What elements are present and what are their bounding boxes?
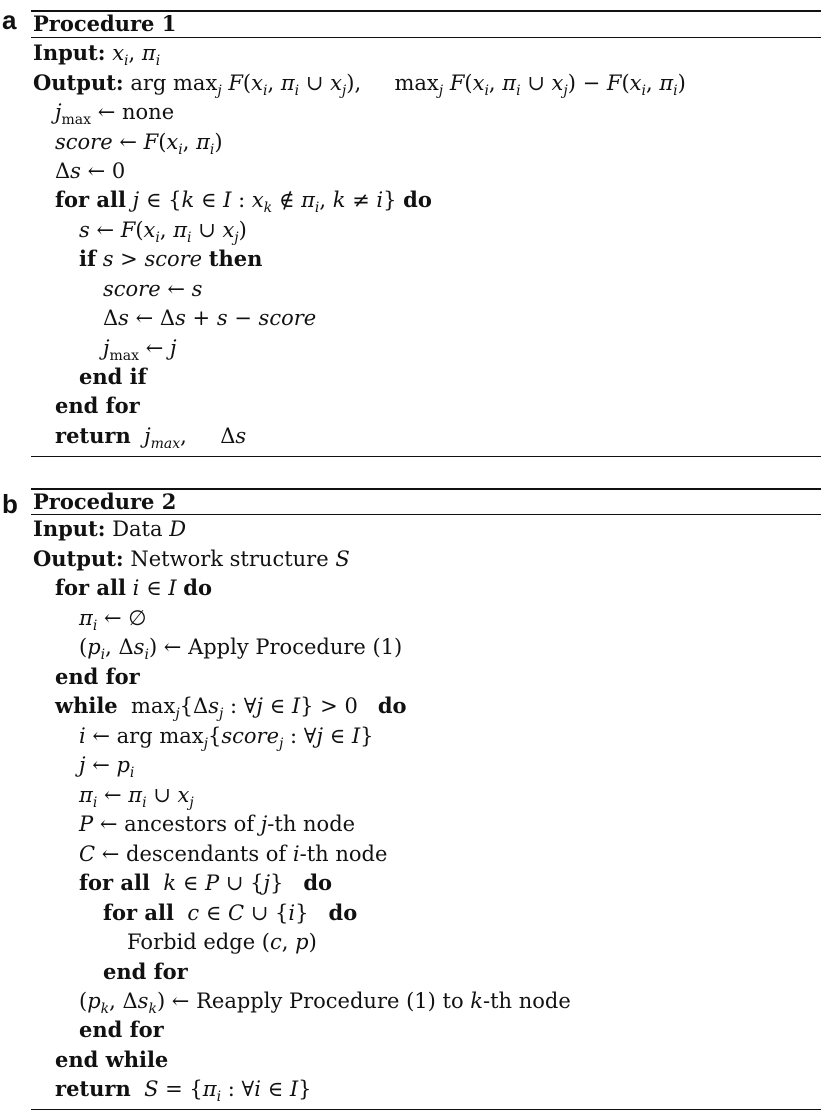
panel-a-for-all: for all bbox=[55, 187, 126, 212]
panel-b-forbid-text: Forbid edge bbox=[127, 930, 256, 954]
panel-b-output-label: Output: bbox=[33, 546, 124, 571]
panel-b-apply-text: Apply Procedure (1) bbox=[188, 635, 403, 659]
panel-b-do-4: do bbox=[328, 900, 358, 925]
panel-a-end-for: end for bbox=[55, 393, 140, 418]
panel-a-line-ds-init: Δs ← 0 bbox=[55, 159, 126, 183]
panel-b-letter: b bbox=[2, 489, 18, 519]
panel-b-for-all-2: for all bbox=[79, 870, 150, 895]
panel-b-bottom-rule bbox=[31, 1109, 821, 1110]
panel-b-line-descendants: C ← descendants of i-th node bbox=[79, 842, 388, 866]
panel-b-end-for-2: end for bbox=[103, 959, 188, 984]
panel-a-return: return bbox=[55, 423, 131, 448]
panel-b-line-return: return $S = \{\pi_i$ : ∀i ∈ I} bbox=[55, 1076, 312, 1105]
panel-a-line-if: if s > score then bbox=[79, 246, 263, 271]
panel-a-title: Procedure 1 bbox=[33, 11, 177, 36]
panel-b-output-line: Output: Network structure S bbox=[33, 546, 350, 571]
panel-a-output-line: Output: arg $\max_j F(x_i$, $\pi_i$ ∪ $x_j$), $\max_j F(x_i$, $\pi_i$ ∪ $x_j) - F(x_i$, $\pi_i$) bbox=[33, 70, 686, 99]
panel-b-end-for-3: end for bbox=[79, 1017, 164, 1042]
panel-b-title-rule bbox=[31, 514, 821, 515]
panel-b-line-forbid: Forbid edge (c, p) bbox=[127, 930, 317, 954]
panel-b-return: return bbox=[55, 1076, 131, 1101]
panel-a-line-for: for all j ∈ {k ∈ I : $x_k$ ∉ $\pi_i$, k ≠ i} do bbox=[55, 187, 432, 216]
panel-a-line-s: s ← $F(x_i$, $\pi_i$ ∪ $x_j$) bbox=[79, 218, 247, 246]
panel-a-then: then bbox=[208, 246, 263, 271]
panel-a-output-label: Output: bbox=[33, 70, 124, 95]
panel-b-ancestors-text: ancestors of bbox=[124, 812, 255, 836]
panel-b-end-while: end while bbox=[55, 1047, 169, 1072]
panel-a-line-score-init: score ← $F(x_i$, $\pi_i$) bbox=[55, 130, 223, 158]
panel-b-th-node-1: -th node bbox=[267, 812, 356, 836]
panel-a-score-var: score bbox=[55, 130, 113, 154]
panel-b-line-for3: for all c ∈ C ∪ {i} do bbox=[103, 900, 358, 925]
panel-b-line-pi-empty: $\pi_i$ ← ∅ bbox=[79, 606, 147, 634]
panel-b-line-ancestors: P ← ancestors of j-th node bbox=[79, 812, 356, 836]
panel-a-line-return: return $j_{max}$, Δs bbox=[55, 423, 247, 452]
panel-a-input-label: Input: bbox=[33, 40, 106, 65]
panel-a-line-jmax-update: $j_{max}$ ← j bbox=[103, 336, 177, 364]
panel-a-none: none bbox=[122, 100, 175, 124]
panel-b-input-text: Data bbox=[112, 517, 163, 541]
panel-b-input-label: Input: bbox=[33, 516, 106, 541]
panel-a-line-ds-update: Δs ← Δs + s − score bbox=[103, 306, 317, 330]
panel-b-th-node-2: -th node bbox=[299, 842, 388, 866]
panel-b-reapply-text: Reapply Procedure (1) to bbox=[196, 989, 464, 1013]
panel-a-title-rule bbox=[31, 37, 821, 38]
panel-b-for-all-3: for all bbox=[103, 900, 174, 925]
panel-b-descendants-text: descendants of bbox=[126, 842, 287, 866]
panel-a-if: if bbox=[79, 246, 97, 271]
panel-b-th-node-3: -th node bbox=[483, 989, 571, 1013]
panel-b-end-for-1: end for bbox=[55, 664, 140, 689]
panel-b-title: Procedure 2 bbox=[33, 489, 177, 514]
panel-b-line-for1: for all i ∈ I do bbox=[55, 575, 212, 600]
panel-a-input-line: Input: $x_i$, $\pi_i$ bbox=[33, 40, 161, 69]
panel-b-line-apply: ($p_i$, $\Delta s_i$) ← Apply Procedure (1) bbox=[79, 635, 403, 663]
panel-b-line-while: while $\max_j\{\Delta s_j$ : ∀j ∈ I} > 0 do bbox=[55, 693, 407, 722]
panel-b-input-line: Input: Data D bbox=[33, 516, 187, 541]
panel-a-do: do bbox=[403, 187, 432, 212]
panel-b-line-j-pi: j ← $p_i$ bbox=[79, 753, 135, 781]
panel-b-line-pi-update: $\pi_i$ ← $\pi_i$ ∪ $x_j$ bbox=[79, 783, 194, 811]
panel-b-do-1: do bbox=[183, 575, 212, 600]
panel-b-do-3: do bbox=[303, 870, 333, 895]
panel-b-do-2: do bbox=[377, 693, 407, 718]
panel-b-line-argmax: i ← arg $\max_j\{score_j$ : ∀j ∈ I} bbox=[79, 724, 374, 752]
panel-a-end-if: end if bbox=[79, 364, 147, 389]
panel-a-line-score-update: score ← s bbox=[103, 277, 203, 301]
panel-a-letter: a bbox=[2, 5, 17, 35]
panel-a-line-jmax-none: $j_{max}$ ← none bbox=[55, 100, 175, 128]
panel-b-line-for2: for all k ∈ P ∪ {j} do bbox=[79, 870, 333, 895]
panel-b-for-all-1: for all bbox=[55, 575, 126, 600]
panel-b-while: while bbox=[55, 693, 118, 718]
panel-a-bottom-rule bbox=[31, 456, 821, 457]
panel-b-output-text: Network structure bbox=[130, 547, 329, 571]
panel-b-line-reapply: ($p_k$, $\Delta s_k$) ← Reapply Procedure (1) to k-th node bbox=[79, 989, 571, 1017]
